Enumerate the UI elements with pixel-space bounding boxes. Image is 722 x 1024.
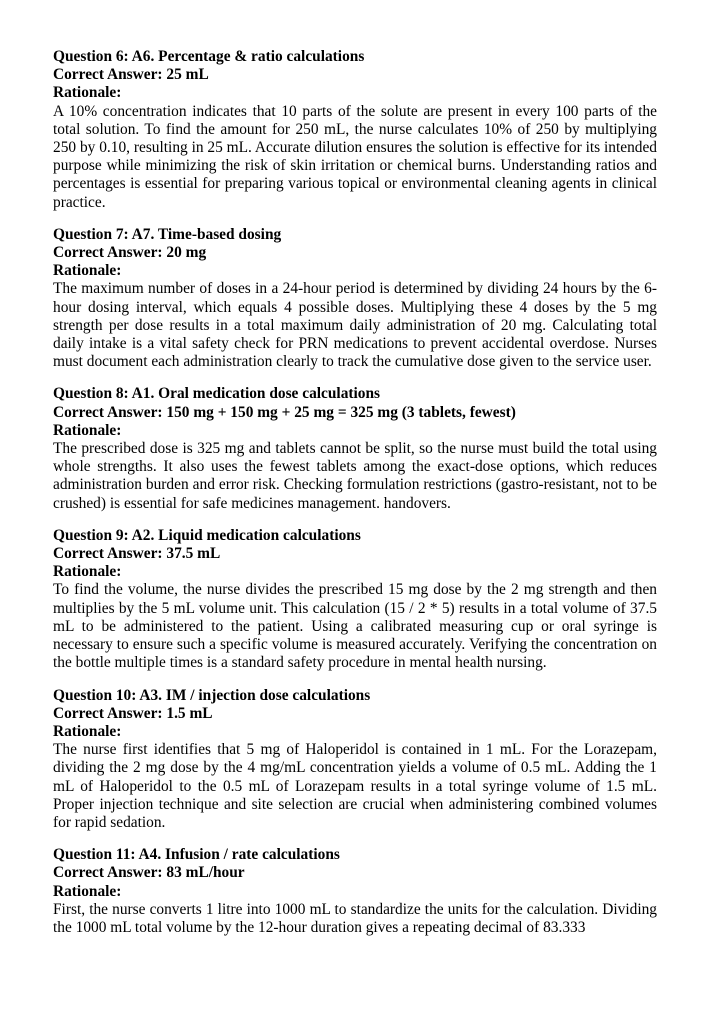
question-block-10 [53,687,657,833]
rationale-text: A 10% concentration indicates that 10 parts of the solute are present in every 100 parts of the total solution. To find the amount for 250 mL, the nurse calculates 10% of 250 by multiplying 250 by 0.10, resulting in 25 mL. Accurate dilution ensures the solution is effective for its intended purpose while minimizing the risk of skin irritation or chemical burns. Understanding ratios and percentages is essential for preparing various topical or environmental cleaning agents in clinical practice. [53,102,657,211]
question-block-8 [53,385,657,512]
correct-answer: Correct Answer: 37.5 mL [53,545,221,563]
question-title: Question 10: A3. IM / injection dose calculations [53,686,371,704]
question-block-6 [53,48,657,212]
rationale-text: First, the nurse converts 1 litre into 1000 mL to standardize the units for the calculation. Dividing the 1000 mL total volume by the 12-hour duration gives a repeating decimal of 83.333 [53,900,657,936]
rationale-heading: Rationale: [53,563,122,581]
rationale-text: The nurse first identifies that 5 mg of Haloperidol is contained in 1 mL. For the Lorazepam, dividing the 2 mg dose by the 4 mg/mL concentration yields a volume of 0.5 mL. Adding the 1 mL of Haloperidol to the 0.5 mL of Lorazepam results in a total syringe volume of 1.5 mL. Proper injection technique and site selection are crucial when administering combined volumes for rapid sedation. [53,741,657,831]
rationale-heading: Rationale: [53,421,122,439]
rationale-heading: Rationale: [53,262,122,280]
question-title: Question 11: A4. Infusion / rate calculations [53,846,340,864]
question-title: Question 7: A7. Time-based dosing [53,225,282,243]
question-block-7 [53,226,657,372]
question-block-11 [53,846,657,937]
rationale-text: To find the volume, the nurse divides the prescribed 15 mg dose by the 2 mg strength and then multiplies by the 5 mL volume unit. This calculation (15 / 2 * 5) results in a total volume of 37.5 mL to be administered to the patient. Using a calibrated measuring cup or oral syringe is necessary to ensure such a specific volume is measured accurately. Verifying the concentration on the bottle multiple times is a standard safety procedure in mental health nursing. [53,581,657,672]
question-title: Question 6: A6. Percentage & ratio calculations [53,48,365,65]
document-page [53,48,657,951]
correct-answer: Correct Answer: 1.5 mL [53,704,213,722]
rationale-heading: Rationale: [53,84,122,102]
question-block-9 [53,527,657,673]
question-title: Question 8: A1. Oral medication dose calculations [53,385,381,403]
correct-answer: Correct Answer: 25 mL [53,66,209,84]
rationale-heading: Rationale: [53,722,122,740]
correct-answer: Correct Answer: 83 mL/hour [53,864,245,882]
rationale-text: The prescribed dose is 325 mg and tablets cannot be split, so the nurse must build the total using whole strengths. It also uses the fewest tablets among the exact-dose options, which reduces administration burden and error risk. Checking formulation restrictions (gastro-resistant, not to be crushed) is essential for safe medicines management. handovers. [53,440,657,512]
correct-answer: Correct Answer: 20 mg [53,244,207,262]
question-title: Question 9: A2. Liquid medication calculations [53,526,361,544]
correct-answer: Correct Answer: 150 mg + 150 mg + 25 mg = 325 mg (3 tablets, fewest) [53,403,516,421]
rationale-heading: Rationale: [53,882,122,900]
rationale-text: The maximum number of doses in a 24-hour period is determined by dividing 24 hours by the 6-hour dosing interval, which equals 4 possible doses. Multiplying these 4 doses by the 5 mg strength per dose results in a total maximum daily administration of 20 mg. Calculating total daily intake is a vital safety check for PRN medications to prevent accidental overdose. Nurses must document each administration clearly to track the cumulative dose given to the service user. [53,280,657,371]
